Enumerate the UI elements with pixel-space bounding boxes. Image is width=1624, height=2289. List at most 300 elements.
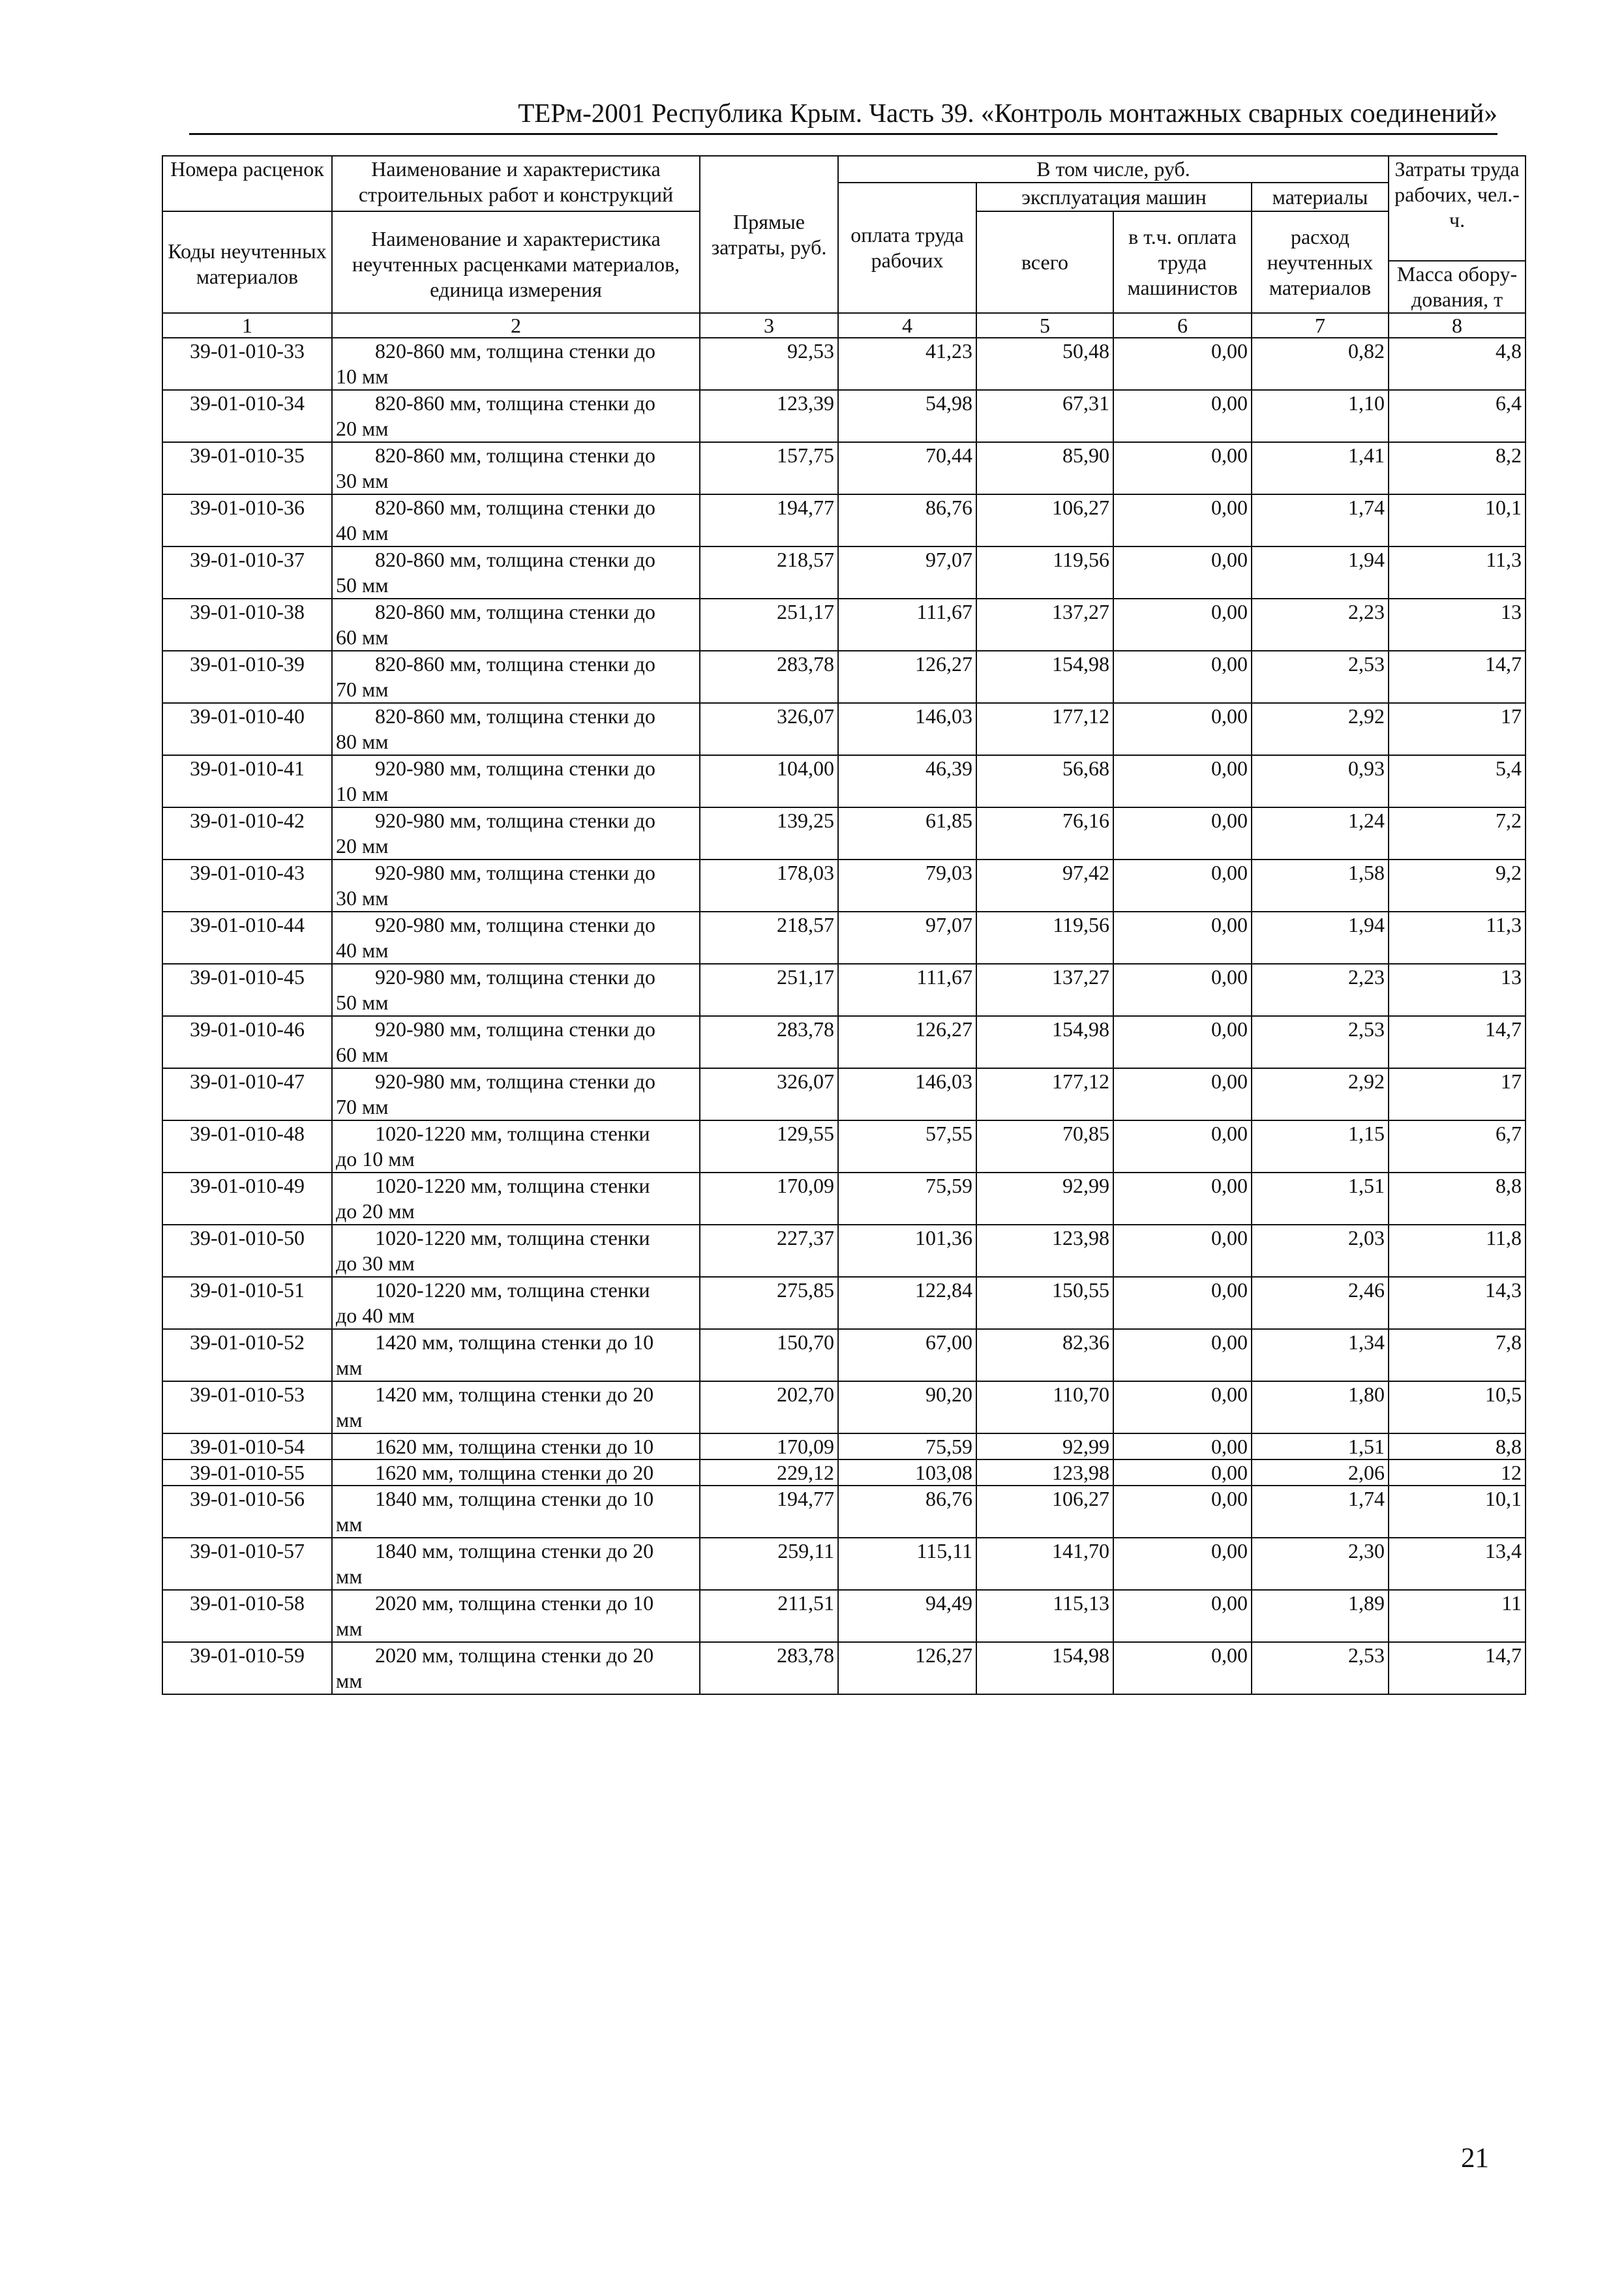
column-number: 7 bbox=[1252, 313, 1389, 338]
rate-code: 39-01-010-47 bbox=[162, 1068, 332, 1120]
labor-hours: 6,7 bbox=[1389, 1120, 1526, 1173]
work-description bbox=[332, 1486, 700, 1538]
work-description-line: 1020-1220 мм, толщина стенки bbox=[375, 1278, 650, 1302]
work-description bbox=[332, 651, 700, 703]
header-including: В том числе, руб. bbox=[838, 156, 1389, 183]
materials: 1,80 bbox=[1252, 1381, 1389, 1433]
materials: 2,92 bbox=[1252, 1068, 1389, 1120]
direct-costs: 194,77 bbox=[700, 494, 838, 546]
table-row bbox=[162, 703, 1526, 755]
machines-total: 56,68 bbox=[976, 755, 1113, 807]
machines-total: 70,85 bbox=[976, 1120, 1113, 1173]
direct-costs: 218,57 bbox=[700, 546, 838, 599]
direct-costs: 218,57 bbox=[700, 912, 838, 964]
table-row bbox=[162, 1538, 1526, 1590]
work-description bbox=[332, 1433, 700, 1459]
labor-hours: 5,4 bbox=[1389, 755, 1526, 807]
materials: 2,53 bbox=[1252, 1642, 1389, 1694]
work-description-line: 1620 мм, толщина стенки до 10 bbox=[375, 1435, 654, 1458]
work-description-line: до 30 мм bbox=[336, 1251, 415, 1275]
labor-hours: 11,3 bbox=[1389, 546, 1526, 599]
machinists-pay: 0,00 bbox=[1113, 494, 1252, 546]
page-header: ТЕРм-2001 Республика Крым. Часть 39. «Контроль монтажных сварных соединений» bbox=[189, 97, 1497, 135]
rate-code: 39-01-010-49 bbox=[162, 1173, 332, 1225]
materials: 2,46 bbox=[1252, 1277, 1389, 1329]
work-description-line: 920-980 мм, толщина стенки до bbox=[375, 1070, 655, 1093]
rate-code: 39-01-010-55 bbox=[162, 1459, 332, 1486]
materials: 2,23 bbox=[1252, 964, 1389, 1016]
machinists-pay: 0,00 bbox=[1113, 703, 1252, 755]
machinists-pay: 0,00 bbox=[1113, 755, 1252, 807]
labor-pay: 146,03 bbox=[838, 703, 976, 755]
table-row bbox=[162, 1068, 1526, 1120]
header-work-name: Наименование и характеристика строительных работ и конструкций bbox=[332, 156, 700, 211]
direct-costs: 194,77 bbox=[700, 1486, 838, 1538]
machinists-pay: 0,00 bbox=[1113, 1016, 1252, 1068]
machines-total: 67,31 bbox=[976, 390, 1113, 442]
labor-pay: 97,07 bbox=[838, 546, 976, 599]
direct-costs: 283,78 bbox=[700, 651, 838, 703]
labor-pay: 101,36 bbox=[838, 1225, 976, 1277]
labor-hours: 8,8 bbox=[1389, 1173, 1526, 1225]
machines-total: 110,70 bbox=[976, 1381, 1113, 1433]
table-row bbox=[162, 807, 1526, 860]
rate-code: 39-01-010-33 bbox=[162, 338, 332, 390]
rate-code: 39-01-010-56 bbox=[162, 1486, 332, 1538]
direct-costs: 259,11 bbox=[700, 1538, 838, 1590]
work-description-line: 1620 мм, толщина стенки до 20 bbox=[375, 1461, 654, 1484]
labor-pay: 103,08 bbox=[838, 1459, 976, 1486]
work-description-line: 1020-1220 мм, толщина стенки bbox=[375, 1226, 650, 1249]
table-row bbox=[162, 912, 1526, 964]
machines-total: 177,12 bbox=[976, 703, 1113, 755]
page-number: 21 bbox=[1461, 2143, 1489, 2174]
labor-pay: 75,59 bbox=[838, 1433, 976, 1459]
materials: 1,15 bbox=[1252, 1120, 1389, 1173]
direct-costs: 326,07 bbox=[700, 1068, 838, 1120]
direct-costs: 283,78 bbox=[700, 1642, 838, 1694]
direct-costs: 275,85 bbox=[700, 1277, 838, 1329]
machines-total: 123,98 bbox=[976, 1459, 1113, 1486]
materials: 1,94 bbox=[1252, 912, 1389, 964]
labor-pay: 94,49 bbox=[838, 1590, 976, 1642]
machinists-pay: 0,00 bbox=[1113, 1277, 1252, 1329]
table-row bbox=[162, 494, 1526, 546]
machines-total: 97,42 bbox=[976, 860, 1113, 912]
rate-code: 39-01-010-59 bbox=[162, 1642, 332, 1694]
work-description-line: 820-860 мм, толщина стенки до bbox=[375, 339, 655, 363]
direct-costs: 227,37 bbox=[700, 1225, 838, 1277]
work-description bbox=[332, 1642, 700, 1694]
labor-pay: 54,98 bbox=[838, 390, 976, 442]
direct-costs: 202,70 bbox=[700, 1381, 838, 1433]
materials: 2,03 bbox=[1252, 1225, 1389, 1277]
header-equipment-mass: Масса обору- дования, т bbox=[1389, 261, 1526, 313]
work-description-line: мм bbox=[336, 1356, 363, 1379]
labor-hours: 7,2 bbox=[1389, 807, 1526, 860]
materials: 1,89 bbox=[1252, 1590, 1389, 1642]
rate-code: 39-01-010-50 bbox=[162, 1225, 332, 1277]
rate-code: 39-01-010-41 bbox=[162, 755, 332, 807]
header-material-name: Наименование и характеристика неучтенных расценками материалов, единица измерения bbox=[332, 211, 700, 313]
machines-total: 82,36 bbox=[976, 1329, 1113, 1381]
labor-hours: 14,7 bbox=[1389, 651, 1526, 703]
rate-code: 39-01-010-53 bbox=[162, 1381, 332, 1433]
work-description-line: 60 мм bbox=[336, 625, 389, 649]
table-row bbox=[162, 1120, 1526, 1173]
table-header bbox=[162, 156, 1526, 338]
labor-hours: 11,8 bbox=[1389, 1225, 1526, 1277]
direct-costs: 129,55 bbox=[700, 1120, 838, 1173]
work-description-line: 920-980 мм, толщина стенки до bbox=[375, 913, 655, 936]
table-row bbox=[162, 1486, 1526, 1538]
rate-code: 39-01-010-38 bbox=[162, 599, 332, 651]
work-description bbox=[332, 390, 700, 442]
rate-code: 39-01-010-34 bbox=[162, 390, 332, 442]
work-description-line: 40 мм bbox=[336, 521, 389, 545]
machinists-pay: 0,00 bbox=[1113, 599, 1252, 651]
direct-costs: 283,78 bbox=[700, 1016, 838, 1068]
header-material-codes: Коды неучтенных материалов bbox=[162, 211, 332, 313]
direct-costs: 157,75 bbox=[700, 442, 838, 494]
materials: 1,58 bbox=[1252, 860, 1389, 912]
machinists-pay: 0,00 bbox=[1113, 390, 1252, 442]
labor-hours: 13 bbox=[1389, 599, 1526, 651]
work-description-line: 820-860 мм, толщина стенки до bbox=[375, 496, 655, 519]
work-description-line: 20 мм bbox=[336, 417, 389, 440]
work-description bbox=[332, 1538, 700, 1590]
labor-hours: 8,8 bbox=[1389, 1433, 1526, 1459]
labor-hours: 14,7 bbox=[1389, 1642, 1526, 1694]
work-description bbox=[332, 860, 700, 912]
table-row bbox=[162, 546, 1526, 599]
machinists-pay: 0,00 bbox=[1113, 1225, 1252, 1277]
direct-costs: 139,25 bbox=[700, 807, 838, 860]
materials: 0,82 bbox=[1252, 338, 1389, 390]
machinists-pay: 0,00 bbox=[1113, 1538, 1252, 1590]
labor-hours: 9,2 bbox=[1389, 860, 1526, 912]
work-description-line: 1840 мм, толщина стенки до 20 bbox=[375, 1539, 654, 1563]
header-labor-hours: Затраты труда рабочих, чел.-ч. bbox=[1389, 156, 1526, 261]
labor-pay: 97,07 bbox=[838, 912, 976, 964]
machines-total: 150,55 bbox=[976, 1277, 1113, 1329]
work-description bbox=[332, 1016, 700, 1068]
work-description bbox=[332, 1120, 700, 1173]
machinists-pay: 0,00 bbox=[1113, 1642, 1252, 1694]
machinists-pay: 0,00 bbox=[1113, 860, 1252, 912]
column-number: 2 bbox=[332, 313, 700, 338]
machines-total: 177,12 bbox=[976, 1068, 1113, 1120]
direct-costs: 170,09 bbox=[700, 1173, 838, 1225]
table-row bbox=[162, 1381, 1526, 1433]
machines-total: 76,16 bbox=[976, 807, 1113, 860]
machines-total: 154,98 bbox=[976, 1642, 1113, 1694]
work-description-line: 820-860 мм, толщина стенки до bbox=[375, 704, 655, 728]
machines-total: 119,56 bbox=[976, 912, 1113, 964]
labor-hours: 17 bbox=[1389, 703, 1526, 755]
column-number: 4 bbox=[838, 313, 976, 338]
labor-pay: 70,44 bbox=[838, 442, 976, 494]
machinists-pay: 0,00 bbox=[1113, 1329, 1252, 1381]
work-description bbox=[332, 599, 700, 651]
materials: 2,06 bbox=[1252, 1459, 1389, 1486]
work-description-line: до 20 мм bbox=[336, 1199, 415, 1223]
materials: 1,74 bbox=[1252, 494, 1389, 546]
rate-code: 39-01-010-40 bbox=[162, 703, 332, 755]
machines-total: 141,70 bbox=[976, 1538, 1113, 1590]
work-description bbox=[332, 1590, 700, 1642]
materials: 1,51 bbox=[1252, 1173, 1389, 1225]
table-body bbox=[162, 338, 1526, 1694]
machines-total: 85,90 bbox=[976, 442, 1113, 494]
machines-total: 137,27 bbox=[976, 599, 1113, 651]
rate-code: 39-01-010-44 bbox=[162, 912, 332, 964]
machinists-pay: 0,00 bbox=[1113, 546, 1252, 599]
header-machines-total: всего bbox=[976, 211, 1113, 313]
machines-total: 154,98 bbox=[976, 651, 1113, 703]
work-description-line: 70 мм bbox=[336, 1095, 389, 1118]
column-number: 6 bbox=[1113, 313, 1252, 338]
header-labor-pay: оплата труда рабочих bbox=[838, 183, 976, 313]
work-description bbox=[332, 912, 700, 964]
direct-costs: 170,09 bbox=[700, 1433, 838, 1459]
machinists-pay: 0,00 bbox=[1113, 912, 1252, 964]
work-description-line: 1020-1220 мм, толщина стенки bbox=[375, 1122, 650, 1145]
work-description-line: 40 мм bbox=[336, 938, 389, 962]
work-description-line: 920-980 мм, толщина стенки до bbox=[375, 1017, 655, 1041]
machinists-pay: 0,00 bbox=[1113, 1173, 1252, 1225]
machines-total: 137,27 bbox=[976, 964, 1113, 1016]
work-description bbox=[332, 1381, 700, 1433]
work-description-line: до 40 мм bbox=[336, 1304, 415, 1327]
work-description bbox=[332, 494, 700, 546]
direct-costs: 150,70 bbox=[700, 1329, 838, 1381]
labor-pay: 90,20 bbox=[838, 1381, 976, 1433]
labor-pay: 126,27 bbox=[838, 1016, 976, 1068]
work-description-line: 820-860 мм, толщина стенки до bbox=[375, 443, 655, 467]
materials: 1,24 bbox=[1252, 807, 1389, 860]
rate-code: 39-01-010-42 bbox=[162, 807, 332, 860]
materials: 1,41 bbox=[1252, 442, 1389, 494]
labor-pay: 122,84 bbox=[838, 1277, 976, 1329]
machinists-pay: 0,00 bbox=[1113, 1068, 1252, 1120]
labor-hours: 11 bbox=[1389, 1590, 1526, 1642]
materials: 1,51 bbox=[1252, 1433, 1389, 1459]
machines-total: 92,99 bbox=[976, 1433, 1113, 1459]
header-direct-costs: Прямые затраты, руб. bbox=[700, 156, 838, 313]
labor-pay: 111,67 bbox=[838, 964, 976, 1016]
rates-table bbox=[162, 155, 1526, 1695]
work-description-line: 920-980 мм, толщина стенки до bbox=[375, 965, 655, 989]
labor-pay: 146,03 bbox=[838, 1068, 976, 1120]
work-description bbox=[332, 755, 700, 807]
rate-code: 39-01-010-36 bbox=[162, 494, 332, 546]
column-number: 8 bbox=[1389, 313, 1526, 338]
work-description-line: 820-860 мм, толщина стенки до bbox=[375, 652, 655, 676]
labor-pay: 67,00 bbox=[838, 1329, 976, 1381]
work-description-line: мм bbox=[336, 1564, 363, 1588]
labor-pay: 79,03 bbox=[838, 860, 976, 912]
work-description-line: 10 мм bbox=[336, 365, 389, 388]
rate-code: 39-01-010-52 bbox=[162, 1329, 332, 1381]
work-description-line: мм bbox=[336, 1512, 363, 1536]
machines-total: 106,27 bbox=[976, 1486, 1113, 1538]
work-description bbox=[332, 703, 700, 755]
materials: 2,23 bbox=[1252, 599, 1389, 651]
header-machinists-pay: в т.ч. оплата труда машинистов bbox=[1113, 211, 1252, 313]
column-number: 1 bbox=[162, 313, 332, 338]
labor-pay: 115,11 bbox=[838, 1538, 976, 1590]
table-row bbox=[162, 964, 1526, 1016]
direct-costs: 123,39 bbox=[700, 390, 838, 442]
machines-total: 106,27 bbox=[976, 494, 1113, 546]
labor-hours: 13,4 bbox=[1389, 1538, 1526, 1590]
header-materials: материалы bbox=[1252, 183, 1389, 211]
table-row bbox=[162, 1433, 1526, 1459]
machines-total: 119,56 bbox=[976, 546, 1113, 599]
rate-code: 39-01-010-39 bbox=[162, 651, 332, 703]
labor-hours: 17 bbox=[1389, 1068, 1526, 1120]
labor-pay: 86,76 bbox=[838, 494, 976, 546]
rate-code: 39-01-010-45 bbox=[162, 964, 332, 1016]
labor-pay: 126,27 bbox=[838, 651, 976, 703]
work-description-line: 920-980 мм, толщина стенки до bbox=[375, 809, 655, 832]
direct-costs: 211,51 bbox=[700, 1590, 838, 1642]
work-description-line: 50 мм bbox=[336, 991, 389, 1014]
labor-hours: 10,5 bbox=[1389, 1381, 1526, 1433]
work-description-line: 820-860 мм, толщина стенки до bbox=[375, 391, 655, 415]
labor-hours: 12 bbox=[1389, 1459, 1526, 1486]
work-description bbox=[332, 442, 700, 494]
labor-hours: 10,1 bbox=[1389, 494, 1526, 546]
labor-pay: 111,67 bbox=[838, 599, 976, 651]
work-description-line: 2020 мм, толщина стенки до 20 bbox=[375, 1643, 654, 1667]
labor-pay: 46,39 bbox=[838, 755, 976, 807]
work-description bbox=[332, 807, 700, 860]
machines-total: 115,13 bbox=[976, 1590, 1113, 1642]
rate-code: 39-01-010-48 bbox=[162, 1120, 332, 1173]
table-row bbox=[162, 1016, 1526, 1068]
work-description-line: 10 мм bbox=[336, 782, 389, 805]
direct-costs: 229,12 bbox=[700, 1459, 838, 1486]
work-description-line: 920-980 мм, толщина стенки до bbox=[375, 756, 655, 780]
column-number: 3 bbox=[700, 313, 838, 338]
rate-code: 39-01-010-57 bbox=[162, 1538, 332, 1590]
work-description-line: 70 мм bbox=[336, 678, 389, 701]
rate-code: 39-01-010-46 bbox=[162, 1016, 332, 1068]
materials: 2,53 bbox=[1252, 1016, 1389, 1068]
direct-costs: 251,17 bbox=[700, 599, 838, 651]
work-description-line: 20 мм bbox=[336, 834, 389, 858]
materials: 1,74 bbox=[1252, 1486, 1389, 1538]
work-description-line: до 10 мм bbox=[336, 1147, 415, 1171]
machines-total: 50,48 bbox=[976, 338, 1113, 390]
labor-hours: 13 bbox=[1389, 964, 1526, 1016]
work-description-line: 1420 мм, толщина стенки до 20 bbox=[375, 1383, 654, 1406]
machinists-pay: 0,00 bbox=[1113, 1433, 1252, 1459]
machinists-pay: 0,00 bbox=[1113, 651, 1252, 703]
labor-hours: 14,3 bbox=[1389, 1277, 1526, 1329]
labor-pay: 41,23 bbox=[838, 338, 976, 390]
table-row bbox=[162, 1225, 1526, 1277]
work-description-line: 60 мм bbox=[336, 1043, 389, 1066]
labor-pay: 126,27 bbox=[838, 1642, 976, 1694]
materials: 1,10 bbox=[1252, 390, 1389, 442]
labor-hours: 10,1 bbox=[1389, 1486, 1526, 1538]
work-description-line: мм bbox=[336, 1669, 363, 1692]
rate-code: 39-01-010-43 bbox=[162, 860, 332, 912]
table-row bbox=[162, 860, 1526, 912]
rate-code: 39-01-010-35 bbox=[162, 442, 332, 494]
work-description bbox=[332, 1459, 700, 1486]
labor-hours: 11,3 bbox=[1389, 912, 1526, 964]
table-row bbox=[162, 599, 1526, 651]
table-row bbox=[162, 1459, 1526, 1486]
labor-hours: 6,4 bbox=[1389, 390, 1526, 442]
table-row bbox=[162, 1642, 1526, 1694]
materials: 0,93 bbox=[1252, 755, 1389, 807]
work-description-line: 2020 мм, толщина стенки до 10 bbox=[375, 1591, 654, 1615]
direct-costs: 92,53 bbox=[700, 338, 838, 390]
table-row bbox=[162, 1173, 1526, 1225]
labor-pay: 57,55 bbox=[838, 1120, 976, 1173]
machinists-pay: 0,00 bbox=[1113, 1590, 1252, 1642]
machines-total: 123,98 bbox=[976, 1225, 1113, 1277]
materials: 1,34 bbox=[1252, 1329, 1389, 1381]
work-description-line: 920-980 мм, толщина стенки до bbox=[375, 861, 655, 884]
materials: 2,92 bbox=[1252, 703, 1389, 755]
table-row bbox=[162, 1329, 1526, 1381]
work-description bbox=[332, 1329, 700, 1381]
work-description-line: 1420 мм, толщина стенки до 10 bbox=[375, 1330, 654, 1354]
header-rate-numbers: Номера расценок bbox=[162, 156, 332, 211]
work-description-line: 30 мм bbox=[336, 886, 389, 910]
machines-total: 92,99 bbox=[976, 1173, 1113, 1225]
table-row bbox=[162, 1590, 1526, 1642]
labor-hours: 4,8 bbox=[1389, 338, 1526, 390]
machinists-pay: 0,00 bbox=[1113, 1486, 1252, 1538]
table-row bbox=[162, 651, 1526, 703]
header-machines: эксплуатация машин bbox=[976, 183, 1252, 211]
work-description bbox=[332, 1225, 700, 1277]
work-description bbox=[332, 1277, 700, 1329]
direct-costs: 104,00 bbox=[700, 755, 838, 807]
work-description-line: мм bbox=[336, 1617, 363, 1640]
rate-code: 39-01-010-37 bbox=[162, 546, 332, 599]
machinists-pay: 0,00 bbox=[1113, 1459, 1252, 1486]
direct-costs: 251,17 bbox=[700, 964, 838, 1016]
machinists-pay: 0,00 bbox=[1113, 1120, 1252, 1173]
work-description-line: 820-860 мм, толщина стенки до bbox=[375, 600, 655, 623]
labor-pay: 86,76 bbox=[838, 1486, 976, 1538]
work-description-line: 30 мм bbox=[336, 469, 389, 492]
direct-costs: 326,07 bbox=[700, 703, 838, 755]
labor-pay: 61,85 bbox=[838, 807, 976, 860]
machines-total: 154,98 bbox=[976, 1016, 1113, 1068]
table-row bbox=[162, 442, 1526, 494]
work-description-line: 1840 мм, толщина стенки до 10 bbox=[375, 1487, 654, 1510]
work-description-line: 820-860 мм, толщина стенки до bbox=[375, 548, 655, 571]
labor-hours: 8,2 bbox=[1389, 442, 1526, 494]
column-number: 5 bbox=[976, 313, 1113, 338]
machinists-pay: 0,00 bbox=[1113, 338, 1252, 390]
labor-pay: 75,59 bbox=[838, 1173, 976, 1225]
labor-hours: 7,8 bbox=[1389, 1329, 1526, 1381]
machinists-pay: 0,00 bbox=[1113, 442, 1252, 494]
work-description-line: 80 мм bbox=[336, 730, 389, 753]
machinists-pay: 0,00 bbox=[1113, 1381, 1252, 1433]
work-description-line: 50 мм bbox=[336, 573, 389, 597]
